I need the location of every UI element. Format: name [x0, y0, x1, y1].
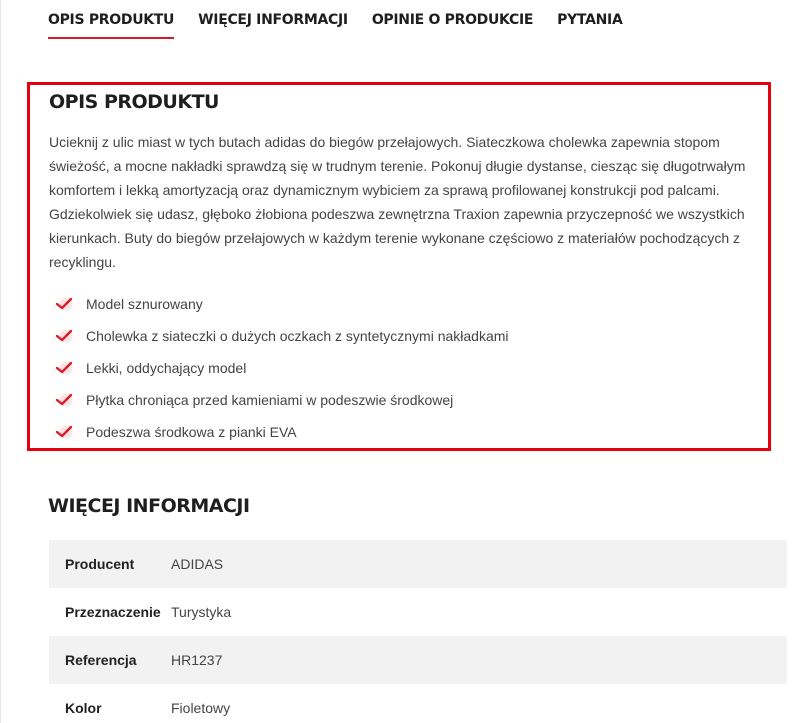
product-tabs [48, 0, 646, 40]
feature-item [54, 288, 509, 320]
feature-label: Płytka chroniąca przed kamieniami w podeszwie środkowej [86, 392, 454, 408]
feature-label: Cholewka z siateczki o dużych oczkach z syntetycznymi nakładkami [86, 328, 509, 344]
feature-label: Lekki, oddychający model [86, 360, 247, 376]
table-row [49, 588, 787, 636]
product-description-section [27, 82, 771, 451]
table-row [49, 636, 787, 684]
attribute-name: Referencja [65, 652, 137, 668]
feature-item [54, 320, 509, 352]
description-title: OPIS PRODUKTU [49, 91, 219, 113]
attribute-name: Kolor [65, 700, 102, 716]
attribute-name: Przeznaczenie [65, 604, 161, 620]
checkmark-icon [54, 328, 76, 344]
tab-product-reviews[interactable]: OPINIE O PRODUKCIE [371, 12, 534, 28]
checkmark-icon [54, 360, 76, 376]
tab-product-description[interactable]: OPIS PRODUKTU [48, 0, 174, 39]
more-info-table [49, 540, 787, 723]
description-text: Ucieknij z ulic miast w tych butach adidas do biegów przełajowych. Siateczkowa cholewka zapewnia stopom świeżość, a mocne nakładki sprawdzą się w trudnym terenie. Pokonuj długie dystanse, ciesząc się długotrwałym komfortem i lekką amortyzacją oraz dynamicznym wybiciem za sprawą profilowanej konstrukcji pod palcami. Gdziekolwiek się udasz, głęboko żłobiona podeszwa zewnętrzna Traxion zapewnia przyczepność we wszystkich kierunkach. Buty do biegów przełajowych w każdym terenie wykonane częściowo z materiałów pochodzących z recyklingu. [49, 134, 746, 270]
checkmark-icon [54, 392, 76, 408]
feature-label: Podeszwa środkowa z pianki EVA [86, 424, 297, 440]
left-border [0, 0, 1, 723]
tab-more-information[interactable]: WIĘCEJ INFORMACJI [198, 12, 348, 28]
attribute-name: Producent [65, 556, 135, 572]
attribute-value: Fioletowy [171, 700, 231, 716]
table-row [49, 684, 787, 723]
checkmark-icon [54, 296, 76, 312]
table-row [49, 540, 787, 588]
attribute-value: Turystyka [171, 604, 232, 620]
feature-list [54, 288, 509, 448]
tab-questions[interactable]: PYTANIA [557, 12, 623, 28]
feature-item [54, 352, 509, 384]
feature-item [54, 416, 509, 448]
attribute-value: ADIDAS [171, 556, 224, 572]
checkmark-icon [54, 424, 76, 440]
feature-label: Model sznurowany [86, 296, 203, 312]
attribute-value: HR1237 [171, 652, 223, 668]
more-info-title: WIĘCEJ INFORMACJI [48, 495, 250, 517]
feature-item [54, 384, 509, 416]
